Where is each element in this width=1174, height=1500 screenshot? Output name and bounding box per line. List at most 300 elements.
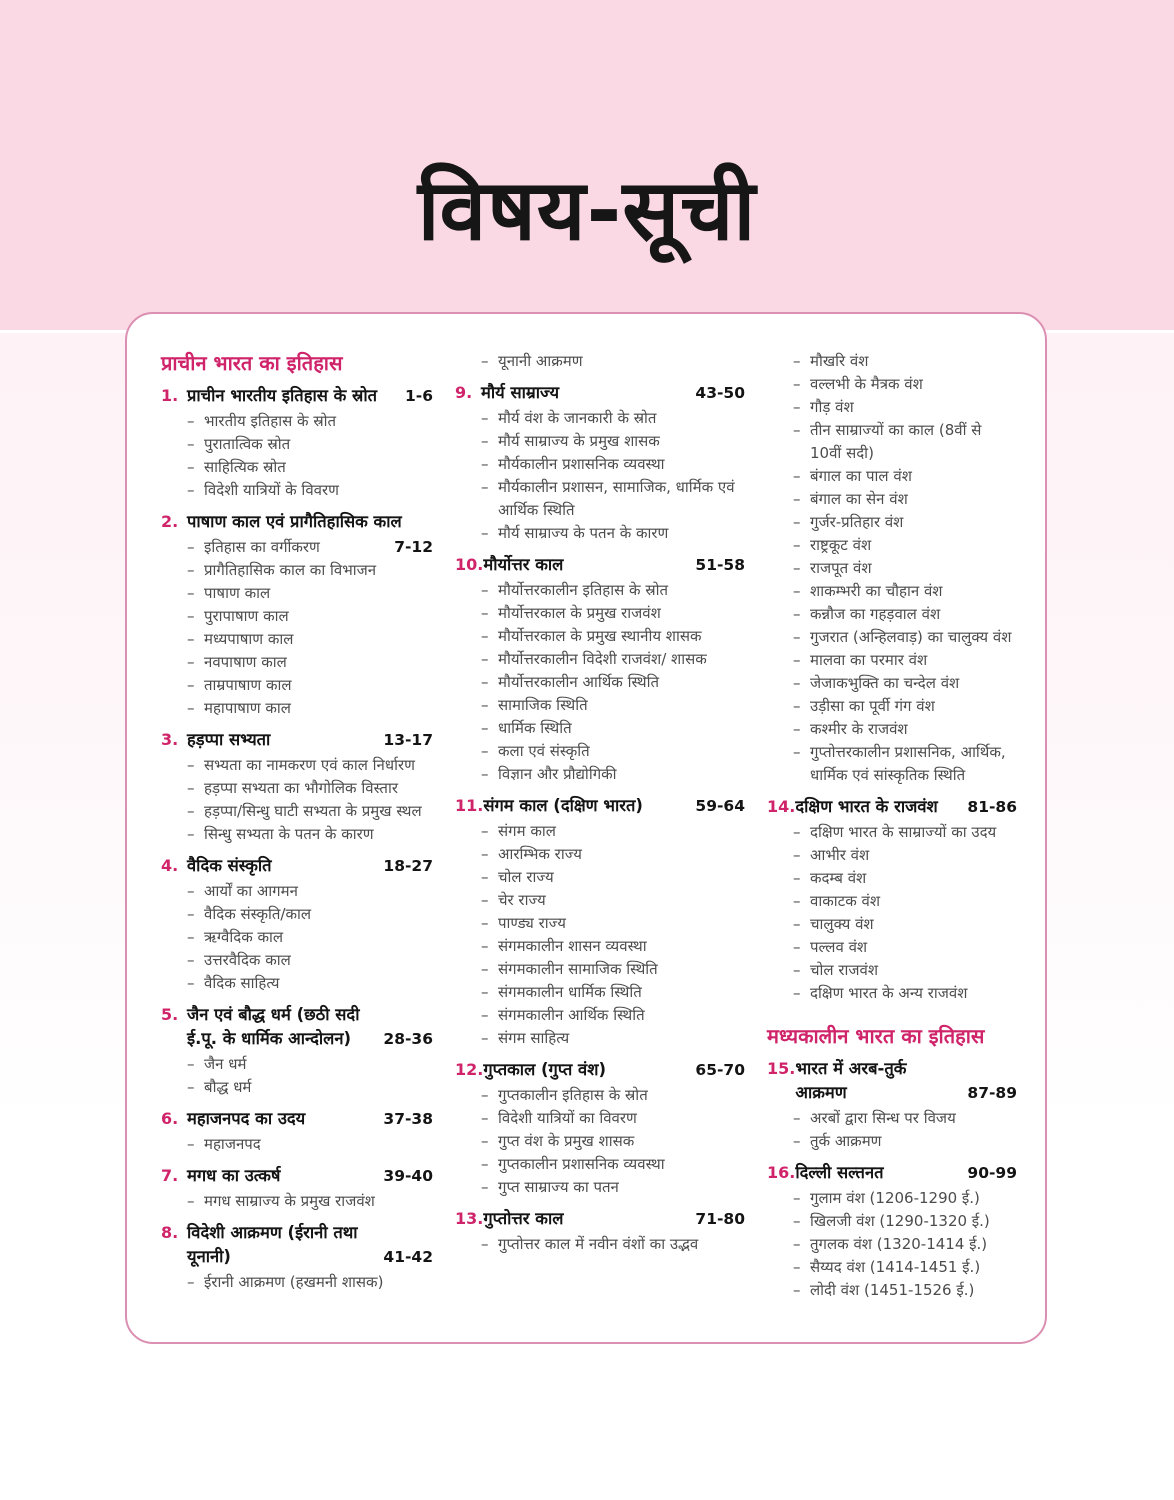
- toc-sub-item: [481, 740, 745, 763]
- sub-item-dash: –: [793, 1189, 801, 1207]
- sub-item-label: गुलाम वंश (1206-1290 ई.): [810, 1189, 980, 1207]
- sub-item-label: उड़ीसा का पूर्वी गंग वंश: [810, 697, 935, 715]
- sub-item-dash: –: [793, 892, 801, 910]
- sub-item-dash: –: [481, 868, 489, 886]
- toc-sub-item: [481, 1107, 745, 1130]
- toc-item-pages: 13-17: [383, 731, 433, 749]
- sub-item-dash: –: [187, 1192, 195, 1210]
- toc-item: [161, 1221, 433, 1269]
- sub-item-dash: –: [793, 421, 801, 439]
- toc-sub-item: [481, 648, 745, 671]
- toc-sub-item: [481, 981, 745, 1004]
- sub-item-dash: –: [481, 650, 489, 668]
- sub-item-dash: –: [793, 823, 801, 841]
- toc-item-number: 7.: [161, 1166, 179, 1185]
- sub-item-dash: –: [793, 720, 801, 738]
- toc-sub-item: [481, 671, 745, 694]
- toc-sub-item: [187, 777, 433, 800]
- toc-item-title: विदेशी आक्रमण (ईरानी तथा यूनानी): [187, 1223, 358, 1266]
- sub-item-dash: –: [793, 375, 801, 393]
- sub-item-label: गुप्तोत्तरकालीन प्रशासनिक, आर्थिक, धार्मिक एवं सांस्कृतिक स्थिति: [810, 743, 1006, 784]
- toc-sub-item: [481, 579, 745, 602]
- sub-item-label: राष्ट्रकूट वंश: [810, 536, 872, 554]
- toc-item-number: 14.: [767, 797, 796, 816]
- sub-item-label: सामाजिक स्थिति: [498, 696, 588, 714]
- toc-item: [161, 728, 433, 752]
- sub-item-label: तुगलक वंश (1320-1414 ई.): [810, 1235, 988, 1253]
- sub-item-label: जेजाकभुक्ति का चन्देल वंश: [810, 674, 960, 692]
- sub-item-label: शाकम्भरी का चौहान वंश: [810, 582, 943, 600]
- toc-item-pages: 65-70: [695, 1061, 745, 1079]
- toc-sub-item: [793, 1107, 1017, 1130]
- toc-item: [767, 795, 1017, 819]
- sub-item-label: संगमकालीन धार्मिक स्थिति: [498, 983, 642, 1001]
- toc-sub-item: [793, 1256, 1017, 1279]
- toc-sub-item: [187, 456, 433, 479]
- toc-item-number: 10.: [455, 555, 484, 574]
- toc-sub-item: [793, 557, 1017, 580]
- toc-sub-item: [481, 625, 745, 648]
- toc-item-title: जैन एवं बौद्ध धर्म (छठी सदी ई.पू. के धार्मिक आन्दोलन): [187, 1005, 360, 1048]
- sub-item-label: सभ्यता का नामकरण एवं काल निर्धारण: [204, 756, 415, 774]
- sub-item-label: ऋग्वैदिक काल: [204, 928, 284, 946]
- toc-item-title: प्राचीन भारतीय इतिहास के स्रोत: [187, 386, 378, 405]
- toc-sub-item: [187, 754, 433, 777]
- sub-item-label: आभीर वंश: [810, 846, 870, 864]
- sub-item-dash: –: [481, 604, 489, 622]
- toc-item: [161, 510, 433, 534]
- toc-item-number: 12.: [455, 1060, 484, 1079]
- toc-sub-item: [481, 1027, 745, 1050]
- toc-item-number: 6.: [161, 1109, 179, 1128]
- sub-item-dash: –: [481, 1132, 489, 1150]
- sub-item-dash: –: [481, 1235, 489, 1253]
- toc-item-number: 15.: [767, 1059, 796, 1078]
- sub-item-label: गौड़ वंश: [810, 398, 854, 416]
- toc-item: [455, 1207, 745, 1231]
- toc-sub-item: [481, 1004, 745, 1027]
- sub-item-label: उत्तरवैदिक काल: [204, 951, 291, 969]
- toc-sub-item: [187, 800, 433, 823]
- sub-item-dash: –: [793, 467, 801, 485]
- toc-sub-item: [481, 889, 745, 912]
- sub-item-label: मौर्य वंश के जानकारी के स्रोत: [498, 409, 657, 427]
- sub-item-label: संगमकालीन आर्थिक स्थिति: [498, 1006, 645, 1024]
- sub-item-label: दक्षिण भारत के अन्य राजवंश: [810, 984, 968, 1002]
- sub-item-label: मौर्योत्तरकाल के प्रमुख राजवंश: [498, 604, 661, 622]
- sub-item-label: संगमकालीन सामाजिक स्थिति: [498, 960, 658, 978]
- sub-item-dash: –: [793, 1258, 801, 1276]
- toc-item-number: 9.: [455, 383, 473, 402]
- sub-item-label: साहित्यिक स्रोत: [204, 458, 286, 476]
- toc-item: [455, 1058, 745, 1082]
- toc-sub-item: [187, 972, 433, 995]
- toc-item: [455, 381, 745, 405]
- toc-item-number: 1.: [161, 386, 179, 405]
- sub-item-dash: –: [793, 651, 801, 669]
- sub-item-label: मौर्यकालीन प्रशासन, सामाजिक, धार्मिक एवं आर्थिक स्थिति: [498, 478, 735, 519]
- toc-sub-item: [187, 479, 433, 502]
- sub-item-label: वैदिक संस्कृति/काल: [204, 905, 312, 923]
- sub-item-label: मौर्योत्तरकालीन विदेशी राजवंश/ शासक: [498, 650, 707, 668]
- toc-sub-item: [481, 1176, 745, 1199]
- toc-sub-item: [481, 453, 745, 476]
- toc-sub-item: [793, 695, 1017, 718]
- sub-item-label: ताम्रपाषाण काल: [204, 676, 292, 694]
- sub-item-dash: –: [187, 538, 195, 556]
- sub-item-label: चेर राज्य: [498, 891, 546, 909]
- toc-sub-item: [481, 602, 745, 625]
- sub-item-dash: –: [481, 352, 489, 370]
- sub-item-dash: –: [187, 802, 195, 820]
- sub-item-pages: 7-12: [394, 538, 433, 556]
- toc-sub-item: [187, 605, 433, 628]
- sub-item-label: कन्नौज का गहड़वाल वंश: [810, 605, 941, 623]
- sub-item-label: संगम साहित्य: [498, 1029, 570, 1047]
- sub-item-label: आर्यों का आगमन: [204, 882, 298, 900]
- sub-item-dash: –: [793, 628, 801, 646]
- sub-item-label: अरबों द्वारा सिन्ध पर विजय: [810, 1109, 956, 1127]
- toc-sub-item: [793, 580, 1017, 603]
- toc-sub-item: [187, 674, 433, 697]
- sub-item-dash: –: [793, 513, 801, 531]
- toc-sub-item: [793, 1130, 1017, 1153]
- sub-item-dash: –: [481, 696, 489, 714]
- toc-item-pages: 18-27: [383, 857, 433, 875]
- sub-item-label: कश्मीर के राजवंश: [810, 720, 908, 738]
- toc-item-pages: 41-42: [383, 1248, 433, 1266]
- toc-sub-item: [187, 903, 433, 926]
- toc-sub-item: [187, 410, 433, 433]
- toc-item-title: गुप्तकाल (गुप्त वंश): [483, 1060, 606, 1079]
- toc-item-number: 8.: [161, 1223, 179, 1242]
- contents-card: [125, 312, 1047, 1344]
- sub-item-dash: –: [187, 1135, 195, 1153]
- toc-item-title: मौर्योत्तर काल: [483, 555, 564, 574]
- toc-item-number: 2.: [161, 512, 179, 531]
- toc-item-pages: 39-40: [383, 1167, 433, 1185]
- toc-item-title: मगध का उत्कर्ष: [187, 1166, 281, 1185]
- toc-sub-item: [481, 522, 745, 545]
- sub-item-dash: –: [187, 458, 195, 476]
- toc-item: [161, 384, 433, 408]
- sub-item-label: चालुक्य वंश: [810, 915, 874, 933]
- toc-sub-item: [187, 926, 433, 949]
- sub-item-dash: –: [793, 938, 801, 956]
- toc-sub-item: [481, 912, 745, 935]
- sub-item-dash: –: [481, 409, 489, 427]
- toc-item-pages: 43-50: [695, 384, 745, 402]
- toc-sub-item: [187, 536, 433, 559]
- sub-item-dash: –: [187, 1273, 195, 1291]
- sub-item-label: मौर्य साम्राज्य के पतन के कारण: [498, 524, 669, 542]
- toc-sub-item: [481, 1084, 745, 1107]
- toc-sub-item: [793, 511, 1017, 534]
- toc-sub-item: [187, 1076, 433, 1099]
- toc-item: [161, 1164, 433, 1188]
- toc-sub-item: [481, 1130, 745, 1153]
- toc-sub-item: [793, 959, 1017, 982]
- sub-item-dash: –: [481, 1006, 489, 1024]
- toc-sub-item: [481, 866, 745, 889]
- toc-sub-item: [793, 718, 1017, 741]
- toc-sub-item: [793, 603, 1017, 626]
- sub-item-dash: –: [481, 983, 489, 1001]
- sub-item-label: बंगाल का सेन वंश: [810, 490, 908, 508]
- sub-item-label: विज्ञान और प्रौद्योगिकी: [498, 765, 617, 783]
- toc-sub-item: [187, 1190, 433, 1213]
- toc-sub-item: [793, 419, 1017, 465]
- toc-sub-item: [793, 488, 1017, 511]
- toc-sub-item: [187, 1271, 433, 1294]
- toc-item-title: दिल्ली सल्तनत: [795, 1163, 884, 1182]
- toc-item: [161, 854, 433, 878]
- toc-item: [455, 553, 745, 577]
- sub-item-dash: –: [187, 928, 195, 946]
- toc-sub-item: [481, 1153, 745, 1176]
- sub-item-label: हड़प्पा सभ्यता का भौगोलिक विस्तार: [204, 779, 398, 797]
- sub-item-dash: –: [793, 398, 801, 416]
- toc-item-pages: 28-36: [383, 1030, 433, 1048]
- sub-item-label: आरम्भिक राज्य: [498, 845, 582, 863]
- toc-sub-item: [187, 1133, 433, 1156]
- sub-item-dash: –: [187, 882, 195, 900]
- toc-item: [767, 1161, 1017, 1185]
- sub-item-label: मौर्योत्तरकालीन आर्थिक स्थिति: [498, 673, 660, 691]
- sub-item-dash: –: [187, 825, 195, 843]
- toc-sub-item: [481, 717, 745, 740]
- sub-item-dash: –: [793, 1235, 801, 1253]
- toc-item: [161, 1003, 433, 1051]
- toc-item-title: वैदिक संस्कृति: [187, 856, 272, 875]
- sub-item-label: वाकाटक वंश: [810, 892, 881, 910]
- sub-item-label: महापाषाण काल: [204, 699, 291, 717]
- sub-item-dash: –: [481, 432, 489, 450]
- toc-item-pages: 71-80: [695, 1210, 745, 1228]
- toc-sub-item: [793, 350, 1017, 373]
- toc-item-pages: 59-64: [695, 797, 745, 815]
- sub-item-dash: –: [481, 742, 489, 760]
- sub-item-dash: –: [793, 536, 801, 554]
- toc-item-number: 4.: [161, 856, 179, 875]
- sub-item-dash: –: [793, 674, 801, 692]
- sub-item-label: प्रागैतिहासिक काल का विभाजन: [204, 561, 377, 579]
- toc-sub-item: [481, 935, 745, 958]
- sub-item-label: विदेशी यात्रियों के विवरण: [204, 481, 339, 499]
- sub-item-label: मगध साम्राज्य के प्रमुख राजवंश: [204, 1192, 375, 1210]
- toc-sub-item: [187, 949, 433, 972]
- toc-item-number: 11.: [455, 796, 484, 815]
- sub-item-label: मध्यपाषाण काल: [204, 630, 294, 648]
- toc-item-number: 13.: [455, 1209, 484, 1228]
- sub-item-dash: –: [793, 1212, 801, 1230]
- sub-item-label: लोदी वंश (1451-1526 ई.): [810, 1281, 975, 1299]
- sub-item-dash: –: [793, 352, 801, 370]
- sub-item-label: गुप्तकालीन इतिहास के स्रोत: [498, 1086, 648, 1104]
- sub-item-label: मौखरि वंश: [810, 352, 869, 370]
- sub-item-label: हड़प्पा/सिन्धु घाटी सभ्यता के प्रमुख स्थल: [204, 802, 422, 820]
- sub-item-dash: –: [481, 719, 489, 737]
- sub-item-dash: –: [187, 756, 195, 774]
- sub-item-label: बंगाल का पाल वंश: [810, 467, 912, 485]
- sub-item-label: मौर्योत्तरकालीन इतिहास के स्रोत: [498, 581, 669, 599]
- sub-item-dash: –: [793, 490, 801, 508]
- toc-sub-item: [793, 672, 1017, 695]
- toc-item-pages: 51-58: [695, 556, 745, 574]
- toc-sub-item: [793, 649, 1017, 672]
- sub-item-label: तुर्क आक्रमण: [810, 1132, 882, 1150]
- sub-item-label: मौर्यकालीन प्रशासनिक व्यवस्था: [498, 455, 665, 473]
- toc-sub-item: [481, 350, 745, 373]
- toc-item-pages: 87-89: [967, 1084, 1017, 1102]
- toc-sub-item: [187, 823, 433, 846]
- toc-item-title: संगम काल (दक्षिण भारत): [483, 796, 643, 815]
- sub-item-label: संगम काल: [498, 822, 556, 840]
- section-heading: प्राचीन भारत का इतिहास: [161, 351, 343, 375]
- sub-item-label: कला एवं संस्कृति: [498, 742, 590, 760]
- sub-item-dash: –: [481, 845, 489, 863]
- toc-sub-item: [187, 697, 433, 720]
- sub-item-label: धार्मिक स्थिति: [498, 719, 572, 737]
- section-heading: मध्यकालीन भारत का इतिहास: [767, 1024, 985, 1048]
- sub-item-dash: –: [481, 891, 489, 909]
- page-title: विषय-सूची: [417, 161, 757, 259]
- toc-sub-item: [187, 433, 433, 456]
- sub-item-label: गुजरात (अन्हिलवाड़) का चालुक्य वंश: [810, 628, 1012, 646]
- sub-item-dash: –: [187, 653, 195, 671]
- toc-item-title: भारत में अरब-तुर्क आक्रमण: [795, 1059, 907, 1102]
- sub-item-dash: –: [481, 1109, 489, 1127]
- sub-item-dash: –: [481, 1029, 489, 1047]
- sub-item-dash: –: [481, 673, 489, 691]
- toc-item-number: 16.: [767, 1163, 796, 1182]
- toc-sub-item: [187, 559, 433, 582]
- sub-item-label: भारतीय इतिहास के स्रोत: [204, 412, 337, 430]
- sub-item-dash: –: [187, 584, 195, 602]
- toc-sub-item: [481, 843, 745, 866]
- sub-item-dash: –: [187, 1078, 195, 1096]
- toc-item-title: हड़प्पा सभ्यता: [187, 730, 271, 749]
- toc-item-title: महाजनपद का उदय: [187, 1109, 306, 1128]
- toc-sub-item: [793, 534, 1017, 557]
- sub-item-dash: –: [793, 869, 801, 887]
- sub-item-dash: –: [481, 581, 489, 599]
- toc-sub-item: [187, 1053, 433, 1076]
- toc-sub-item: [793, 626, 1017, 649]
- sub-item-dash: –: [793, 697, 801, 715]
- toc-sub-item: [187, 582, 433, 605]
- toc-sub-item: [187, 628, 433, 651]
- sub-item-dash: –: [793, 1281, 801, 1299]
- toc-item-title: दक्षिण भारत के राजवंश: [795, 797, 938, 816]
- sub-item-dash: –: [481, 1155, 489, 1173]
- toc-sub-item: [187, 651, 433, 674]
- sub-item-dash: –: [793, 915, 801, 933]
- toc-item-pages: 81-86: [967, 798, 1017, 816]
- sub-item-label: इतिहास का वर्गीकरण: [204, 538, 320, 556]
- toc-column-1: [161, 350, 433, 1302]
- toc-sub-item: [793, 821, 1017, 844]
- sub-item-dash: –: [793, 605, 801, 623]
- sub-item-dash: –: [481, 627, 489, 645]
- sub-item-dash: –: [187, 905, 195, 923]
- sub-item-label: महाजनपद: [204, 1135, 261, 1153]
- sub-item-label: खिलजी वंश (1290-1320 ई.): [810, 1212, 990, 1230]
- toc-column-3: [767, 350, 1017, 1302]
- toc-sub-item: [481, 1233, 745, 1256]
- toc-item-pages: 37-38: [383, 1110, 433, 1128]
- sub-item-dash: –: [793, 961, 801, 979]
- sub-item-dash: –: [481, 478, 489, 496]
- sub-item-label: गुप्तकालीन प्रशासनिक व्यवस्था: [498, 1155, 665, 1173]
- sub-item-dash: –: [187, 779, 195, 797]
- sub-item-dash: –: [187, 435, 195, 453]
- sub-item-label: पुरातात्विक स्रोत: [204, 435, 291, 453]
- sub-item-dash: –: [793, 846, 801, 864]
- toc-item: [455, 794, 745, 818]
- toc-sub-item: [481, 958, 745, 981]
- toc-sub-item: [481, 763, 745, 786]
- sub-item-dash: –: [793, 582, 801, 600]
- sub-item-label: सैय्यद वंश (1414-1451 ई.): [810, 1258, 981, 1276]
- toc-item-pages: 1-6: [404, 387, 433, 405]
- toc-sub-item: [793, 396, 1017, 419]
- sub-item-label: पुरापाषाण काल: [204, 607, 289, 625]
- toc-sub-item: [481, 407, 745, 430]
- toc-item-number: 3.: [161, 730, 179, 749]
- toc-sub-item: [481, 694, 745, 717]
- sub-item-dash: –: [481, 960, 489, 978]
- toc-sub-item: [481, 476, 745, 522]
- toc-sub-item: [793, 913, 1017, 936]
- toc-sub-item: [793, 1279, 1017, 1302]
- toc-item: [161, 1107, 433, 1131]
- toc-sub-item: [793, 844, 1017, 867]
- sub-item-dash: –: [187, 481, 195, 499]
- sub-item-dash: –: [187, 412, 195, 430]
- toc-sub-item: [793, 1210, 1017, 1233]
- sub-item-label: ईरानी आक्रमण (हखमनी शासक): [204, 1273, 384, 1291]
- toc-sub-item: [793, 982, 1017, 1005]
- toc-sub-item: [793, 890, 1017, 913]
- sub-item-dash: –: [481, 914, 489, 932]
- sub-item-dash: –: [187, 974, 195, 992]
- toc-item-title: मौर्य साम्राज्य: [481, 383, 560, 402]
- sub-item-label: जैन धर्म: [204, 1055, 247, 1073]
- sub-item-dash: –: [793, 1109, 801, 1127]
- sub-item-label: चोल राजवंश: [810, 961, 879, 979]
- sub-item-dash: –: [481, 455, 489, 473]
- sub-item-dash: –: [187, 607, 195, 625]
- toc-item-number: 5.: [161, 1005, 179, 1024]
- sub-item-dash: –: [481, 1086, 489, 1104]
- toc-sub-item: [793, 936, 1017, 959]
- sub-item-label: वैदिक साहित्य: [204, 974, 280, 992]
- toc-item-title: गुप्तोत्तर काल: [483, 1209, 564, 1228]
- toc-item-title: पाषाण काल एवं प्रागैतिहासिक काल: [187, 512, 402, 531]
- sub-item-label: संगमकालीन शासन व्यवस्था: [498, 937, 647, 955]
- toc-sub-item: [793, 1233, 1017, 1256]
- sub-item-dash: –: [187, 630, 195, 648]
- sub-item-label: तीन साम्राज्यों का काल (8वीं से 10वीं सदी): [810, 421, 982, 462]
- sub-item-dash: –: [793, 1132, 801, 1150]
- sub-item-dash: –: [187, 951, 195, 969]
- sub-item-dash: –: [793, 559, 801, 577]
- sub-item-label: बौद्ध धर्म: [204, 1078, 252, 1096]
- sub-item-label: कदम्ब वंश: [810, 869, 867, 887]
- toc-sub-item: [481, 430, 745, 453]
- sub-item-dash: –: [187, 699, 195, 717]
